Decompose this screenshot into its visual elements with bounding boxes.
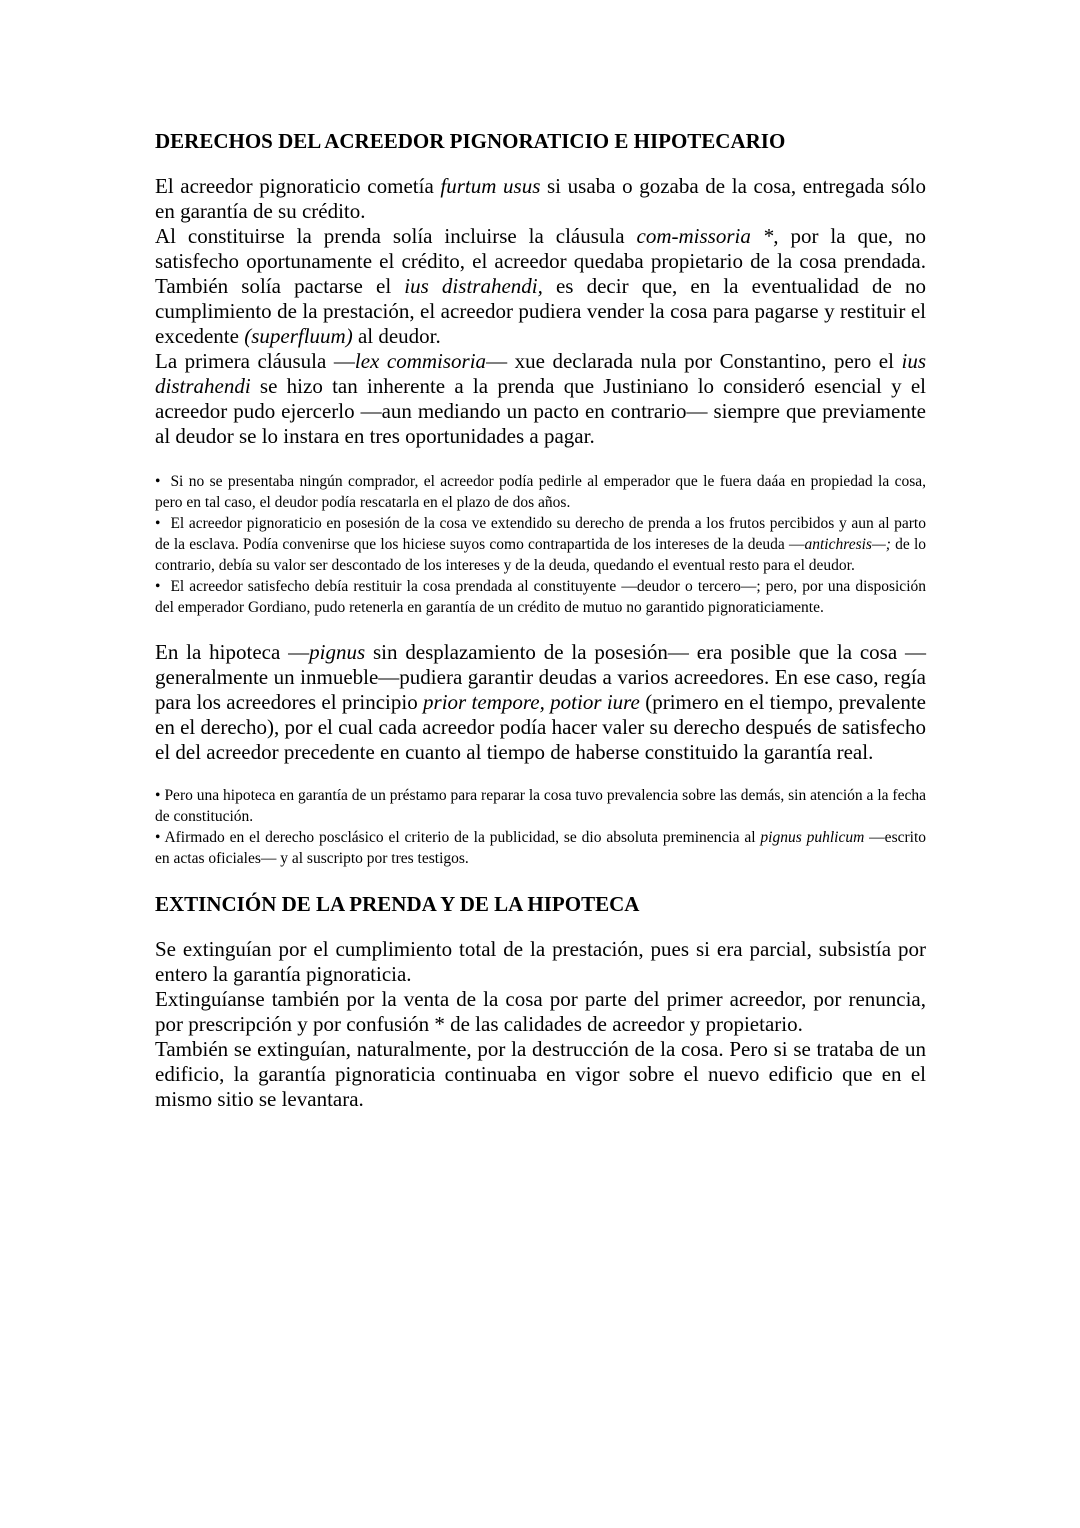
bullet-item [155, 827, 926, 869]
italic-term: antichresis—; [804, 536, 891, 553]
italic-term: ius distrahendi, [404, 274, 543, 298]
italic-term: pignus puhlicum [760, 829, 865, 846]
bullet-text: Afirmado en el derecho posclásico el criterio de la publicidad, se dio absoluta preminencia al pignus puhlicum —escrito en actas oficiales— y al suscripto por tres testigos. [155, 829, 926, 867]
section-heading-extincion: EXTINCIÓN DE LA PRENDA Y DE LA HIPOTECA [155, 892, 640, 916]
bullet-glyph: • [155, 473, 161, 490]
italic-term: pignus [309, 640, 366, 664]
paragraph: También se extinguían, naturalmente, por la destrucción de la cosa. Pero si se trataba de un edificio, la garantía pignoraticia continuaba en vigor sobre el nuevo edificio que en el mismo sitio se levantara. [155, 1037, 926, 1111]
italic-term: lex commisoria [354, 349, 487, 373]
bullet-item [155, 513, 926, 576]
bullet-list-hipoteca [155, 785, 926, 869]
bullet-item [155, 785, 926, 827]
italic-term: (superfluum) [244, 324, 353, 348]
bullet-item [155, 471, 926, 513]
paragraph: La primera cláusula —lex commisoria— xue declarada nula por Constantino, pero el ius distrahendi se hizo tan inherente a la prenda que Justiniano lo consideró esencial y el acreedor pudo ejercerlo —aun mediando un pacto en contrario— siempre que previamente al deudor se lo instara en tres oportunidades a pagar. [155, 349, 927, 448]
bullet-glyph: • [155, 829, 161, 846]
bullet-text: El acreedor satisfecho debía restituir la cosa prendada al constituyente —deudor o tercero—; pero, por una disposición del emperador Gordiano, pudo retenerla en garantía de un crédito de mutuo no garantido pignoraticiamente. [155, 578, 926, 616]
section-extincion-body [155, 937, 926, 1112]
bullet-glyph: • [155, 787, 161, 804]
paragraph: El acreedor pignoraticio cometía furtum usus si usaba o gozaba de la cosa, entregada sólo en garantía de su crédito. [155, 174, 926, 223]
bullet-text: Pero una hipoteca en garantía de un préstamo para reparar la cosa tuvo prevalencia sobre las demás, sin atención a la fecha de constitución. [155, 787, 926, 825]
italic-term: ius distrahendi [155, 349, 927, 398]
italic-term: prior tempore, potior iure [423, 690, 640, 714]
section-heading-derechos: DERECHOS DEL ACREEDOR PIGNORATICIO E HIPOTECARIO [155, 129, 786, 153]
bullet-text: Si no se presentaba ningún comprador, el acreedor podía pedirle al emperador que le fuera daáa en propiedad la cosa, pero en tal caso, el deudor podía rescatarla en el plazo de dos años. [155, 473, 926, 511]
bullet-text: El acreedor pignoraticio en posesión de la cosa ve extendido su derecho de prenda a los frutos percibidos y aun al parto de la esclava. Podía convenirse que los hiciese suyos como contrapartida de los intereses de la deuda —antichresis—; de lo contrario, debía su valor ser descontado de los intereses y de la deuda, quedando el eventual resto para el deudor. [155, 515, 927, 574]
bullet-glyph: • [155, 578, 161, 595]
section-derechos-body [155, 174, 926, 449]
italic-term: com-missoria *, [636, 224, 779, 248]
paragraph: Se extinguían por el cumplimiento total de la prestación, pues si era parcial, subsistía por entero la garantía pignoraticia. [155, 937, 926, 986]
paragraph: Extinguíanse también por la venta de la cosa por parte del primer acreedor, por renuncia, por prescripción y por confusión * de las calidades de acreedor y propietario. [155, 987, 926, 1036]
italic-term: furtum usus [440, 174, 541, 198]
bullet-item [155, 576, 926, 618]
paragraph: Al constituirse la prenda solía incluirse la cláusula com-missoria *, por la que, no satisfecho oportunamente el crédito, el acreedor quedaba propietario de la cosa prendada. También solía pactarse el ius distrahendi, es decir que, en la eventualidad de no cumplimiento de la prestación, el acreedor pudiera vender la cosa para pagarse y restituir el excedente (superfluum) al deudor. [155, 224, 926, 348]
bullet-glyph: • [155, 515, 161, 532]
paragraph-hipoteca: En la hipoteca —pignus sin desplazamiento de la posesión— era posible que la cosa —generalmente un inmueble—pudiera garantir deudas a varios acreedores. En ese caso, regía para los acreedores el principio prior tempore, potior iure (primero en el tiempo, prevalente en el derecho), por el cual cada acreedor podía hacer valer su derecho después de satisfecho el del acreedor precedente en cuanto al tiempo de haberse constituido la garantía real. [155, 640, 926, 764]
document-page [155, 128, 926, 1112]
bullet-list-prenda [155, 471, 926, 618]
